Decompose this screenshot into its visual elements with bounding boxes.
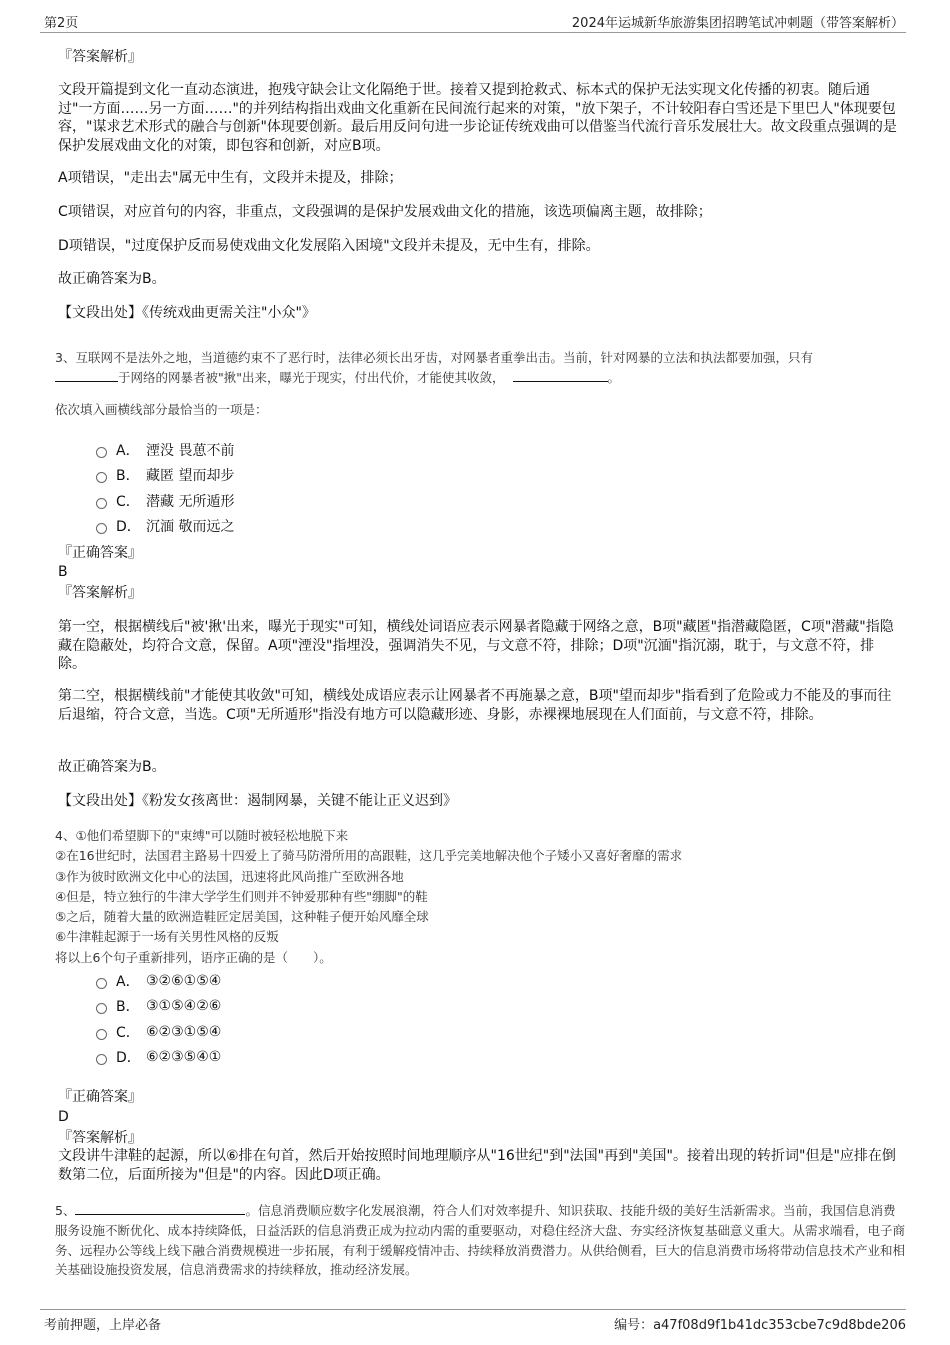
fill-blank: [75, 1202, 245, 1215]
question-3-prompt: 依次填入画横线部分最恰当的一项是：: [55, 402, 268, 417]
stem-text: 于网络的网暴者被"揪"出来，曝光于现实，付出代价，才能使其收敛，: [118, 370, 505, 385]
option-b[interactable]: [96, 996, 221, 1016]
option-text: 沉湎 敬而远之: [146, 519, 235, 535]
option-c-explanation: C项错误，对应首句的内容，非重点，文段强调的是保护发展戏曲文化的措施，该选项偏离主题，故排除；: [58, 204, 712, 220]
option-text: ⑥②③①⑤④: [146, 1024, 222, 1040]
option-letter: B．: [116, 999, 140, 1015]
document-title: 2024年运城新华旅游集团招聘笔试冲刺题（带答案解析）: [571, 16, 904, 31]
question-number: 5、: [55, 1203, 76, 1218]
option-a[interactable]: [96, 440, 234, 460]
sentence: ⑤之后，随着大量的欧洲造鞋匠定居美国，这种鞋子便开始风靡全球: [55, 909, 429, 925]
radio-icon[interactable]: [96, 472, 107, 483]
analysis-text: 第二空，根据横线前"才能使其收敛"可知，横线处成语应表示让网暴者不再施暴之意，B项"望而却步"指看到了危险或力不能及的事而往后退缩，符合文意，当选。C项"无所遁形"指没有地方可以隐藏形迹、身影，赤裸裸地展现在人们面前，与文意不符，排除。: [58, 688, 892, 723]
option-text: 藏匿 望而却步: [146, 468, 235, 484]
radio-icon[interactable]: [96, 523, 107, 534]
fill-blank: [513, 369, 608, 382]
option-text: ③①⑤④②⑥: [146, 998, 222, 1014]
sentence: ③作为彼时欧洲文化中心的法国，迅速将此风尚推广至欧洲各地: [55, 868, 404, 884]
correct-answer-statement: 故正确答案为B。: [58, 271, 166, 287]
question-5-stem: [55, 1201, 905, 1280]
question-4-stem: [55, 826, 905, 968]
question-3-stem: [55, 348, 905, 388]
document-id: 编号：a47f08d9f1b41dc353cbe7c9d8bde206: [614, 1318, 906, 1333]
correct-answer-statement: 故正确答案为B。: [58, 759, 166, 775]
option-d-explanation: D项错误，"过度保护反而易使戏曲文化发展陷入困境"文段并未提及，无中生有，排除。: [58, 238, 600, 254]
stem-line: [55, 368, 905, 388]
option-d[interactable]: [96, 1047, 221, 1067]
source-citation: 【文段出处】《传统戏曲更需关注"小众"》: [58, 305, 316, 321]
option-text: ③②⑥①⑤④: [146, 973, 222, 989]
option-text: ⑥②③⑤④①: [146, 1049, 222, 1065]
option-a[interactable]: [96, 971, 221, 991]
sentence: ⑥牛津鞋起源于一场有关男性风格的反叛: [55, 929, 279, 945]
radio-icon[interactable]: [96, 498, 107, 509]
option-letter: C．: [116, 1025, 140, 1041]
page-number: 第2页: [44, 16, 79, 31]
option-text: 湮没 畏葸不前: [146, 443, 235, 459]
footer-slogan: 考前押题，上岸必备: [44, 1318, 162, 1333]
fill-blank: [55, 369, 118, 382]
option-letter: D．: [116, 1050, 141, 1066]
radio-icon[interactable]: [96, 1054, 107, 1065]
analysis-text: 第一空，根据横线后"被'揪'出来，曝光于现实"可知，横线处词语应表示网暴者隐藏于网络之意，B项"藏匿"指潜藏隐匿，C项"潜藏"指隐藏在隐蔽处，均符合文意，保留。A项"湮没"指埋没，强调消失不见，与文意不符，排除；D项"沉湎"指沉溺，耽于，与文意不符，排除。: [58, 619, 894, 672]
radio-icon[interactable]: [96, 447, 107, 458]
radio-icon[interactable]: [96, 1003, 107, 1014]
header-divider: [40, 32, 906, 33]
analysis-label: 『答案解析』: [58, 585, 142, 601]
option-c[interactable]: [96, 1022, 221, 1042]
correct-answer-label: 『正确答案』: [58, 1089, 142, 1105]
source-citation: 【文段出处】《粉发女孩离世：遏制网暴，关键不能让正义迟到》: [58, 793, 457, 809]
stem-line: 3、互联网不是法外之地，当道德约束不了恶行时，法律必须长出牙齿，对网暴者重拳出击。当前，针对网暴的立法和执法都要加强，只有: [55, 350, 813, 365]
analysis-label: 『答案解析』: [58, 1130, 142, 1146]
analysis-text: 文段讲牛津鞋的起源，所以⑥排在句首，然后开始按照时间地理顺序从"16世纪"到"法国"再到"美国"。接着出现的转折词"但是"应排在倒数第二位，后面所接为"但是"的内容。因此D项正确。: [58, 1148, 896, 1183]
analysis-label: 『答案解析』: [58, 49, 142, 65]
option-letter: A．: [116, 443, 140, 459]
footer-divider: [40, 1309, 906, 1310]
stem-text: 。信息消费顺应数字化发展浪潮，符合人们对效率提升、知识获取、技能升级的美好生活新需求。当前，我国信息消费服务设施不断优化、成本持续降低，日益活跃的信息消费正成为拉动内需的重要驱动，对稳住经济大盘、夯实经济恢复基础意义重大。从需求端看，电子商务、远程办公等线上线下融合消费规模进一步拓展，有利于缓解疫情冲击、持续释放消费潜力。从供给侧看，巨大的信息消费市场将带动信息技术产业和相关基础设施投资发展，信息消费需求的持续释放，推动经济发展。: [55, 1203, 906, 1278]
option-d[interactable]: [96, 516, 234, 536]
option-c[interactable]: [96, 491, 234, 511]
radio-icon[interactable]: [96, 978, 107, 989]
correct-answer: D: [58, 1109, 69, 1125]
analysis-text: 文段开篇提到文化一直动态演进，抱残守缺会让文化隔绝于世。接着又提到抢救式、标本式的保护无法实现文化传播的初衷。随后通过"一方面……另一方面……"的并列结构指出戏曲文化重新在民间流行起来的对策，"放下架子，不计较阳春白雪还是下里巴人"体现要包容，"谋求艺术形式的融合与创新"体现要创新。最后用反问句进一步论证传统戏曲可以借鉴当代流行音乐发展壮大。故文段重点强调的是保护发展戏曲文化的对策，即包容和创新，对应B项。: [58, 82, 897, 154]
question-prompt: 将以上6个句子重新排列，语序正确的是（ ）。: [55, 949, 332, 965]
option-letter: C．: [116, 494, 140, 510]
sentence: ④但是，特立独行的牛津大学学生们则并不钟爱那种有些"绷脚"的鞋: [55, 888, 428, 904]
option-letter: D．: [116, 519, 141, 535]
option-b[interactable]: [96, 465, 234, 485]
sentence: ②在16世纪时，法国君主路易十四爱上了骑马防滑所用的高跟鞋，这几乎完美地解决他个子矮小又喜好奢靡的需求: [55, 848, 683, 864]
option-text: 潜藏 无所遁形: [146, 494, 235, 510]
sentence: 4、①他们希望脚下的"束缚"可以随时被轻松地脱下来: [55, 828, 349, 843]
correct-answer: B: [58, 564, 68, 580]
stem-end: 。: [607, 370, 621, 385]
option-letter: A．: [116, 974, 140, 990]
option-letter: B．: [116, 468, 140, 484]
option-a-explanation: A项错误，"走出去"属无中生有，文段并未提及，排除；: [58, 170, 403, 186]
correct-answer-label: 『正确答案』: [58, 545, 142, 561]
radio-icon[interactable]: [96, 1029, 107, 1040]
